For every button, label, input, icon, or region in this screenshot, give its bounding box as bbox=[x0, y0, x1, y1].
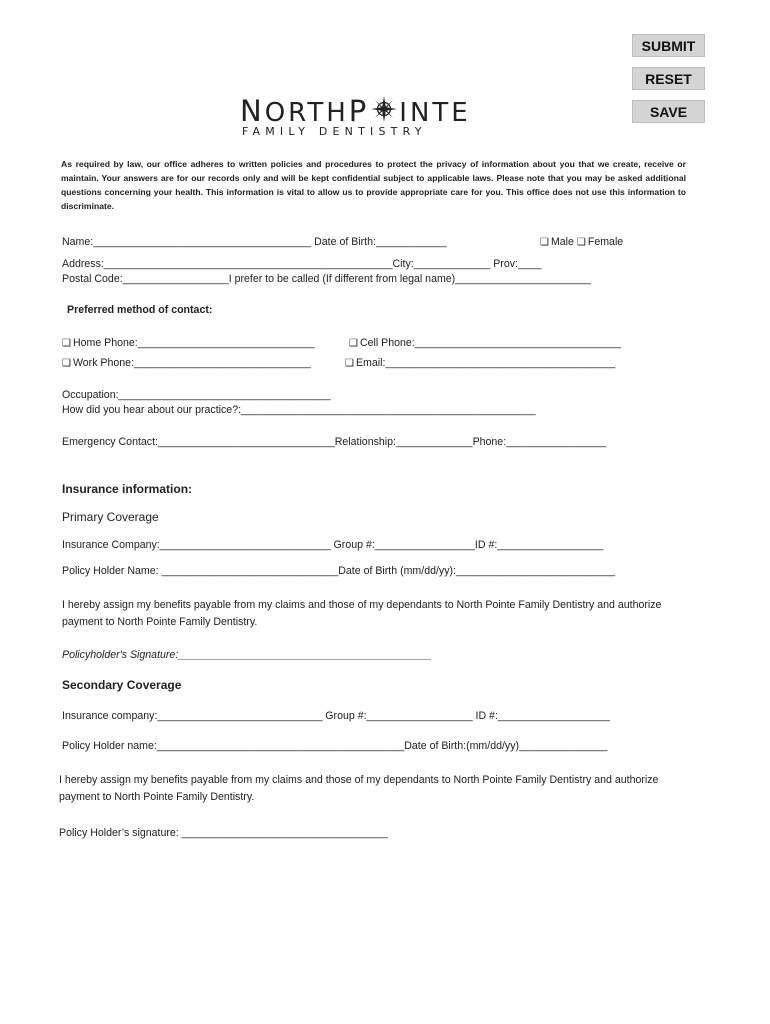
secondary-insurance-company-field[interactable]: Insurance company:____________________________ Group #:__________________ ID #:___________________ bbox=[62, 710, 610, 722]
checkbox-icon: ❑ bbox=[349, 338, 358, 349]
occupation-field[interactable]: Occupation:____________________________________ bbox=[62, 389, 331, 401]
secondary-policy-holder-field[interactable]: Policy Holder name:__________________________________________Date of Birth:(mm/dd/yy)_______________ bbox=[62, 740, 608, 752]
email-field[interactable]: ❑ Email:_______________________________________ bbox=[345, 357, 616, 369]
checkbox-icon: ❑ bbox=[540, 237, 549, 248]
home-phone-field[interactable]: ❑ Home Phone:______________________________ bbox=[62, 337, 315, 349]
referral-field[interactable]: How did you hear about our practice?:__________________________________________________ bbox=[62, 404, 536, 416]
male-checkbox[interactable]: ❑ Male bbox=[540, 236, 574, 248]
compass-star-icon bbox=[369, 96, 399, 122]
primary-assignment-text: I hereby assign my benefits payable from my claims and those of my dependants to North Pointe Family Dentistry and authorize payment to North Pointe Family Dentistry. bbox=[62, 599, 662, 628]
postal-code-field[interactable]: Postal Code:__________________I prefer to be called (If different from legal name)_______________________ bbox=[62, 273, 591, 285]
insurance-heading: Insurance information: bbox=[62, 482, 193, 496]
secondary-signature-field[interactable]: Policy Holder’s signature: ___________________________________ bbox=[59, 827, 388, 839]
logo-tagline: FAMILY DENTISTRY bbox=[242, 125, 427, 138]
checkbox-icon: ❑ bbox=[62, 338, 71, 349]
primary-coverage-heading: Primary Coverage bbox=[62, 510, 159, 524]
female-checkbox[interactable]: ❑ Female bbox=[576, 236, 624, 248]
primary-signature-field[interactable]: Policyholder's Signature:___________________________________________ bbox=[62, 649, 432, 661]
work-phone-field[interactable]: ❑ Work Phone:______________________________ bbox=[62, 357, 311, 369]
gender-options bbox=[540, 236, 623, 248]
contact-heading: Preferred method of contact: bbox=[67, 304, 213, 316]
submit-button[interactable]: SUBMIT bbox=[632, 34, 705, 57]
save-button[interactable]: SAVE bbox=[632, 100, 705, 123]
secondary-coverage-heading: Secondary Coverage bbox=[62, 678, 182, 692]
cell-phone-field[interactable]: ❑ Cell Phone:___________________________________ bbox=[349, 337, 621, 349]
name-dob-field[interactable]: Name:_____________________________________ Date of Birth:____________ bbox=[62, 236, 447, 248]
checkbox-icon: ❑ bbox=[576, 237, 586, 248]
emergency-contact-field[interactable]: Emergency Contact:______________________________Relationship:_____________Phone:_________________ bbox=[62, 436, 607, 448]
primary-insurance-company-field[interactable]: Insurance Company:_____________________________ Group #:_________________ID #:__________________ bbox=[62, 539, 604, 551]
privacy-notice: As required by law, our office adheres to written policies and procedures to protect the privacy of information about you that we create, receive or maintain. Your answers are for our records only and will be kept confidential subject to applicable laws. Please note that you may be asked additional questions concerning your health. This information is vital to allow us to provide appropriate care for you. This office does not use this information to discriminate. bbox=[61, 159, 686, 211]
practice-logo: NORTHP INTE FAMILY DENTISTRY bbox=[240, 94, 471, 138]
checkbox-icon: ❑ bbox=[62, 358, 71, 369]
secondary-assignment-text: I hereby assign my benefits payable from my claims and those of my dependants to North Pointe Family Dentistry and authorize payment to North Pointe Family Dentistry. bbox=[59, 774, 659, 803]
address-field[interactable]: Address:_________________________________________________City:_____________ Prov:____ bbox=[62, 258, 542, 270]
primary-policy-holder-field[interactable]: Policy Holder Name: ______________________________Date of Birth (mm/dd/yy):___________________________ bbox=[62, 565, 616, 577]
checkbox-icon: ❑ bbox=[345, 358, 354, 369]
reset-button[interactable]: RESET bbox=[632, 67, 705, 90]
